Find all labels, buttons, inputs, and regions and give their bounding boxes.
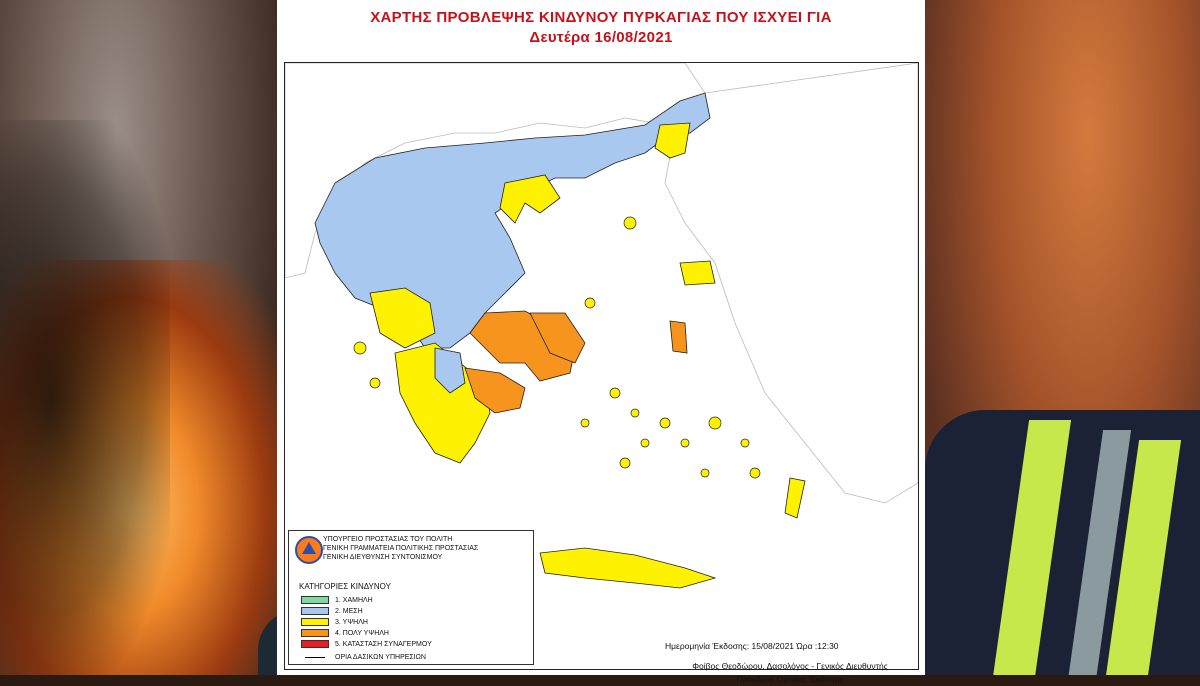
region-chalkidiki-yellow	[500, 175, 560, 223]
map-title	[277, 8, 925, 48]
swatch-medium	[301, 607, 329, 615]
ministry-line-1: ΥΠΟΥΡΓΕΙΟ ΠΡΟΣΤΑΣΙΑΣ ΤΟΥ ΠΟΛΙΤΗ	[323, 536, 453, 543]
swatch-very-high	[301, 629, 329, 637]
legend-item-low: 1. ΧΑΜΗΛΗ	[301, 595, 373, 605]
region-northeast-yellow	[655, 123, 690, 158]
categories-title: ΚΑΤΗΓΟΡΙΕΣ ΚΙΝΔΥΝΟΥ	[299, 582, 391, 591]
signer-line-2: Πρόεδρος Ομάδας Έκδοσης	[736, 674, 844, 684]
island-crete	[540, 548, 715, 588]
island-lesvos	[680, 261, 715, 285]
swatch-high	[301, 618, 329, 626]
legend-item-very-high: 4. ΠΟΛΥ ΥΨΗΛΗ	[301, 628, 389, 638]
island-chios	[670, 321, 687, 353]
legend-item-alert: 5. ΚΑΤΑΣΤΑΣΗ ΣΥΝΑΓΕΡΜΟΥ	[301, 639, 432, 649]
legend-boundary: ΟΡΙΑ ΔΑΣΙΚΩΝ ΥΠΗΡΕΣΙΩΝ	[301, 652, 426, 662]
title-line-1: ΧΑΡΤΗΣ ΠΡΟΒΛΕΨΗΣ ΚΙΝΔΥΝΟΥ ΠΥΡΚΑΓΙΑΣ ΠΟΥ ΙΣΧΥΕΙ ΓΙΑ	[370, 9, 832, 26]
swatch-low	[301, 596, 329, 604]
signer-block	[665, 660, 915, 686]
signer-line-1: Φοίβος Θεοδώρου, Δασολόγος - Γενικός Διευθυντής	[692, 661, 888, 671]
civil-protection-logo-icon	[295, 536, 323, 564]
fire-risk-map-panel	[277, 0, 925, 684]
map-frame	[284, 62, 919, 684]
ministry-line-2: ΓΕΝΙΚΗ ΓΡΑΜΜΑΤΕΙΑ ΠΟΛΙΤΙΚΗΣ ΠΡΟΣΤΑΣΙΑΣ	[323, 545, 479, 552]
map-legend	[288, 530, 534, 665]
legend-item-high: 3. ΥΨΗΛΗ	[301, 617, 368, 627]
swatch-alert	[301, 640, 329, 648]
legend-item-medium: 2. ΜΕΣΗ	[301, 606, 363, 616]
island-rhodes	[785, 478, 805, 518]
ministry-line-3: ΓΕΝΙΚΗ ΔΙΕΥΘΥΝΣΗ ΣΥΝΤΟΝΙΣΜΟΥ	[323, 554, 443, 561]
ministry-block	[323, 535, 478, 562]
boundary-line-icon	[305, 657, 325, 658]
issue-date: Ημερομηνία Έκδοσης: 15/08/2021 Ώρα :12:30	[665, 641, 839, 651]
title-date: Δευτέρα 16/08/2021	[529, 29, 673, 46]
